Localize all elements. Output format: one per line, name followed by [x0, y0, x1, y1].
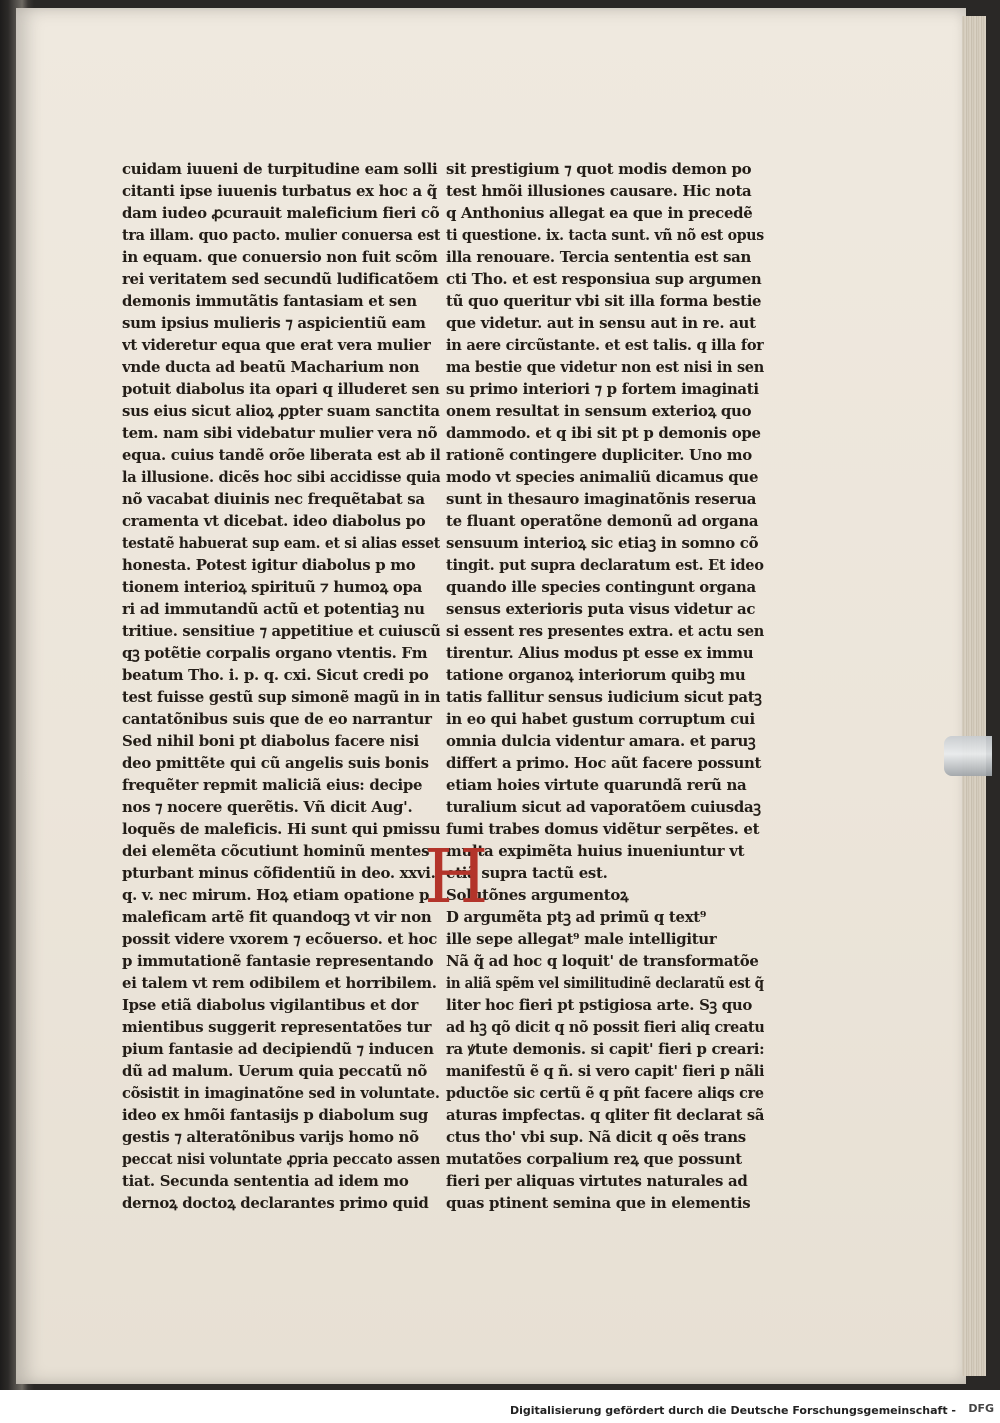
dfg-logo: DFG — [968, 1402, 994, 1415]
text-line: ra ꝟtute demonis. si capit' fieri p creari: — [446, 1040, 765, 1058]
text-line: sensuum interioꝝ sic etiaꝫ in somno cõ — [446, 534, 759, 552]
text-line: equa. cuius tandẽ orõe liberata est ab il — [122, 446, 441, 464]
text-line: sunt in thesauro imaginatõnis reserua — [446, 490, 757, 508]
text-line: su primo interiori ⁊ p fortem imaginati — [446, 380, 759, 398]
text-line: ma bestie que videtur non est nisi in sen — [446, 358, 764, 376]
text-column-left — [122, 158, 442, 1214]
text-line: citanti ipse iuuenis turbatus ex hoc a q̃ — [122, 182, 437, 200]
text-line: fumi trabes domus vidẽtur serpẽtes. et — [446, 820, 760, 838]
text-line: beatum Tho. i. p. q. cxi. Sicut credi po — [122, 666, 429, 684]
text-line: dammodo. et q ibi sit pt p demonis ope — [446, 424, 761, 442]
text-line: differt a primo. Hoc aũt facere possunt — [446, 754, 762, 772]
text-line: sit prestigium ⁊ quot modis demon po — [446, 160, 752, 178]
text-line: aturas impfectas. q qliter fit declarat sã — [446, 1106, 765, 1124]
text-line: mutatões corpalium reꝝ que possunt — [446, 1150, 742, 1168]
text-line: quas ptinent semina que in elementis — [446, 1194, 751, 1212]
text-line: cantatõnibus suis que de eo narrantur — [122, 710, 432, 728]
text-line: tatis fallitur sensus iudicium sicut patꝫ — [446, 688, 762, 706]
text-line: Sed nihil boni pt diabolus facere nisi — [122, 732, 419, 750]
fore-edge — [962, 16, 986, 1376]
text-line: rationẽ contingere dupliciter. Uno mo — [446, 446, 752, 464]
text-line: te fluant operatõne demonũ ad organa — [446, 512, 759, 530]
text-line: dernoꝝ doctoꝝ declarantes primo quid — [122, 1194, 429, 1212]
text-line: in aere circũstante. et est talis. q illa for — [446, 336, 764, 354]
text-line: mientibus suggerit representatões tur — [122, 1018, 432, 1036]
text-line: maleficam artẽ fit quandoqꝫ vt vir non — [122, 908, 432, 926]
text-line: tiat. Secunda sententia ad idem mo — [122, 1172, 409, 1190]
text-line: dam iudeo ꝓcurauit maleficium fieri cõ — [122, 204, 440, 222]
text-line: ille sepe allegat⁹ male intelligitur — [446, 930, 717, 948]
text-line: nos ⁊ nocere querẽtis. Vñ dicit Aug'. — [122, 798, 413, 816]
text-line: sensus exterioris puta visus videtur ac — [446, 600, 756, 618]
text-line: modo vt species animaliũ dicamus que — [446, 468, 759, 486]
text-line: test hmõi illusiones causare. Hic nota — [446, 182, 752, 200]
text-line: testatẽ habuerat sup eam. et si alias esset — [122, 534, 440, 552]
text-line: ri ad immutandũ actũ et potentiaꝫ nu — [122, 600, 425, 618]
text-line: tionem interioꝝ spirituũ ⁊ humoꝝ opa — [122, 578, 422, 596]
text-line: pturbant minus cõfidentiũ in deo. xxvi. — [122, 864, 436, 882]
text-line: multa expimẽta huius inueniuntur vt — [446, 842, 745, 860]
text-line: illa renouare. Tercia sententia est san — [446, 248, 752, 266]
text-column-right — [446, 158, 766, 1214]
text-line: peccat nisi voluntate ꝓpria peccato assen — [122, 1150, 440, 1168]
text-line: turalium sicut ad vaporatõem cuiusdaꝫ — [446, 798, 761, 816]
text-line: tra illam. quo pacto. mulier conuersa est — [122, 226, 441, 244]
text-line: etiam hoies virtute quarundã rerũ na — [446, 776, 747, 794]
text-line: ti questione. ix. tacta sunt. vñ nõ est opus — [446, 226, 764, 244]
text-line: Nã q̃ ad hoc q loquit' de transformatõe — [446, 952, 759, 970]
text-line: fieri per aliquas virtutes naturales ad — [446, 1172, 748, 1190]
text-line: demonis immutãtis fantasiam et sen — [122, 292, 417, 310]
text-line: tatione organoꝝ interiorum quibꝫ mu — [446, 666, 746, 684]
text-line: qꝫ potẽtie corpalis organo vtentis. Fm — [122, 644, 428, 662]
text-line: manifestũ ẽ q ñ. si vero capit' fieri p nãli — [446, 1062, 765, 1080]
text-line: D argumẽta ptꝫ ad primũ q text⁹ — [446, 908, 707, 926]
text-line: p immutationẽ fantasie representando — [122, 952, 434, 970]
text-line: Solutõnes argumentoꝝ — [446, 886, 629, 904]
text-line: vnde ducta ad beatũ Macharium non — [122, 358, 420, 376]
text-line: dũ ad malum. Uerum quia peccatũ nõ — [122, 1062, 428, 1080]
text-line: tirentur. Alius modus pt esse ex immu — [446, 644, 754, 662]
text-line: ad hꝫ qõ dicit q nõ possit fieri aliq creatu — [446, 1018, 765, 1036]
bookmark-clip — [944, 736, 992, 776]
text-line: omnia dulcia videntur amara. et paruꝫ — [446, 732, 756, 750]
text-line: cõsistit in imaginatõne sed in voluntate. — [122, 1084, 440, 1102]
text-line: si essent res presentes extra. et actu sen — [446, 622, 764, 640]
text-line: dei elemẽta cõcutiunt hominũ mentes — [122, 842, 430, 860]
text-line: tem. nam sibi videbatur mulier vera nõ — [122, 424, 438, 442]
text-line: gestis ⁊ alteratõnibus varijs homo nõ — [122, 1128, 419, 1146]
text-line: potuit diabolus ita opari q illuderet sen — [122, 380, 440, 398]
rubricated-initial: H — [424, 834, 489, 920]
text-line: liter hoc fieri pt pstigiosa arte. Sꝫ quo — [446, 996, 753, 1014]
text-line: rei veritatem sed secundũ ludificatõem — [122, 270, 439, 288]
text-line: ideo ex hmõi fantasijs p diabolum sug — [122, 1106, 429, 1124]
footer-credit: Digitalisierung gefördert durch die Deutsche Forschungsgemeinschaft - — [509, 1404, 956, 1417]
text-line: test fuisse gestũ sup simonẽ magũ in in — [122, 688, 441, 706]
text-line: in aliã spẽm vel similitudinẽ declaratũ est q̃ — [446, 974, 764, 992]
text-line: quando ille species contingunt organa — [446, 578, 756, 596]
text-line: loquẽs de maleficis. Hi sunt qui pmissu — [122, 820, 441, 838]
text-line: cuidam iuueni de turpitudine eam solli — [122, 160, 438, 178]
text-line: ei talem vt rem odibilem et horribilem. — [122, 974, 437, 992]
text-line: sus eius sicut alioꝝ ꝓpter suam sanctita — [122, 402, 440, 420]
text-line: q Anthonius allegat ea que in precedẽ — [446, 204, 753, 222]
text-line: in equam. que conuersio non fuit scõm — [122, 248, 438, 266]
text-line: cti Tho. et est responsiua sup argumen — [446, 270, 762, 288]
text-line: honesta. Potest igitur diabolus p mo — [122, 556, 416, 574]
text-line: etiã supra tactũ est. — [446, 864, 608, 882]
text-line: in eo qui habet gustum corruptum cui — [446, 710, 755, 728]
text-line: ctus tho' vbi sup. Nã dicit q oẽs trans — [446, 1128, 746, 1146]
text-line: q. v. nec mirum. Hoꝝ etiam opatione p — [122, 886, 430, 904]
text-line: onem resultat in sensum exterioꝝ quo — [446, 402, 752, 420]
text-line: possit videre vxorem ⁊ ecõuerso. et hoc — [122, 930, 438, 948]
text-line: tingit. put supra declaratum est. Et ideo — [446, 556, 764, 574]
text-line: sum ipsius mulieris ⁊ aspicientiũ eam — [122, 314, 426, 332]
text-line: que videtur. aut in sensu aut in re. aut — [446, 314, 756, 332]
text-line: pium fantasie ad decipiendũ ⁊ inducen — [122, 1040, 434, 1058]
text-line: la illusione. dicẽs hoc sibi accidisse quia — [122, 468, 441, 486]
text-line: tũ quo queritur vbi sit illa forma bestie — [446, 292, 762, 310]
text-line: frequẽter repmit maliciã eius: decipe — [122, 776, 423, 794]
text-line: Ipse etiã diabolus vigilantibus et dor — [122, 996, 419, 1014]
text-line: pductõe sic certũ ẽ q pñt facere aliqs cre — [446, 1084, 764, 1102]
text-line: deo pmittẽte qui cũ angelis suis bonis — [122, 754, 429, 772]
text-line: vt videretur equa que erat vera mulier — [122, 336, 431, 354]
text-line: cramenta vt dicebat. ideo diabolus po — [122, 512, 426, 530]
text-line: tritiue. sensitiue ⁊ appetitiue et cuiuscũ — [122, 622, 441, 640]
text-line: nõ vacabat diuinis nec frequẽtabat sa — [122, 490, 425, 508]
